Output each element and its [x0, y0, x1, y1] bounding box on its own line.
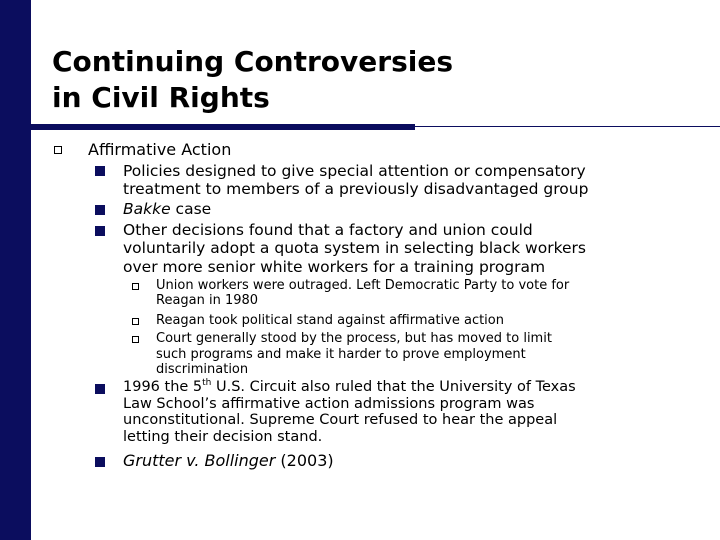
grutter-italic: Grutter v. Bollinger: [123, 451, 276, 470]
bullet-bakke-case: [123, 200, 211, 218]
title-line-2: in Civil Rights: [52, 81, 270, 114]
bakke-italic: Bakke: [123, 200, 171, 218]
bullet-other-decisions-line-2: voluntarily adopt a quota system in selecting black workers: [123, 239, 586, 257]
sub-bullet-union-line-1: Union workers were outraged. Left Democratic Party to vote for: [156, 278, 570, 293]
hollow-square-bullet-icon: [132, 318, 139, 325]
ordinal-superscript: th: [202, 378, 212, 389]
filled-square-bullet-icon: [95, 457, 105, 467]
bullet-other-decisions-line-3: over more senior white workers for a training program: [123, 258, 546, 276]
bullet-other-decisions-line-1: Other decisions found that a factory and union could: [123, 221, 533, 239]
title-line-1: Continuing Controversies: [52, 45, 454, 78]
sub-bullet-court-line-3: discrimination: [156, 362, 249, 377]
sub-bullet-reagan: Reagan took political stand against affirmative action: [156, 313, 504, 328]
filled-square-bullet-icon: [95, 166, 105, 176]
bullet-grutter: [123, 452, 334, 470]
bullet-1996-line-2: Law School’s affirmative action admissions program was: [123, 396, 535, 412]
bullet-1996-line-4: letting their decision stand.: [123, 429, 323, 445]
sub-bullet-court-line-1: Court generally stood by the process, but has moved to limit: [156, 331, 552, 346]
filled-square-bullet-icon: [95, 205, 105, 215]
sub-bullet-court-line-2: such programs and make it harder to prove employment: [156, 347, 526, 362]
bullet-affirmative-action: Affirmative Action: [88, 140, 232, 159]
bullet-1996-line-1: [123, 380, 576, 396]
hollow-square-bullet-icon: [132, 283, 139, 290]
bullet-policies-line-1: Policies designed to give special attention or compensatory: [123, 162, 586, 180]
1996-text-pre: 1996 the 5: [123, 379, 203, 395]
slide-left-accent-bar: [0, 0, 31, 540]
bakke-case-label: case: [170, 200, 212, 218]
slide-title: [52, 44, 453, 116]
hollow-square-bullet-icon: [54, 146, 62, 154]
filled-square-bullet-icon: [95, 226, 105, 236]
title-divider-thick: [31, 124, 415, 130]
1996-text-post: U.S. Circuit also ruled that the University of Texas: [211, 379, 576, 395]
sub-bullet-union-line-2: Reagan in 1980: [156, 293, 259, 308]
hollow-square-bullet-icon: [132, 336, 139, 343]
filled-square-bullet-icon: [95, 384, 105, 394]
grutter-year: (2003): [275, 451, 334, 470]
bullet-policies-line-2: treatment to members of a previously disadvantaged group: [123, 180, 589, 198]
bullet-1996-line-3: unconstitutional. Supreme Court refused to hear the appeal: [123, 412, 558, 428]
